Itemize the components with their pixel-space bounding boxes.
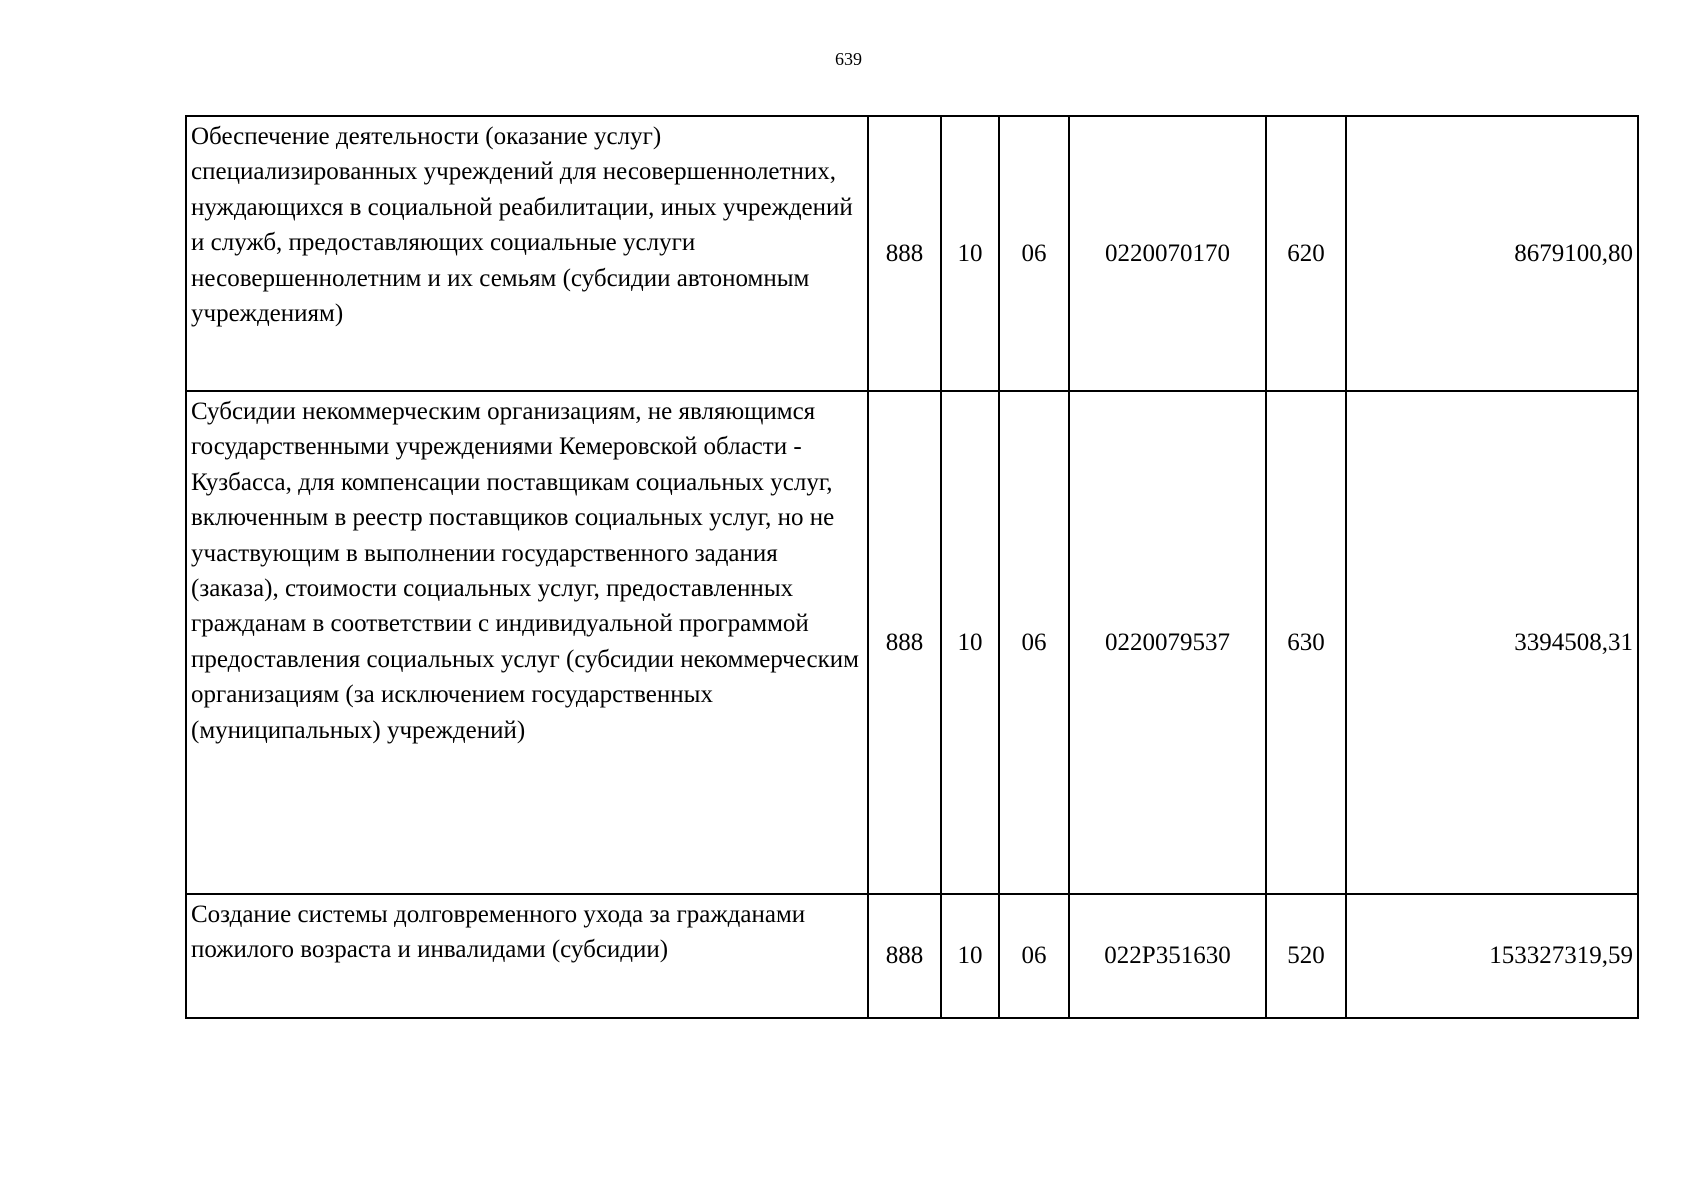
ministry-code: 888 — [868, 894, 941, 1018]
amount-value: 8679100,80 — [1346, 116, 1638, 391]
amount-value: 3394508,31 — [1346, 391, 1638, 894]
subsection-code: 06 — [999, 391, 1069, 894]
ministry-code: 888 — [868, 391, 941, 894]
subsection-code: 06 — [999, 894, 1069, 1018]
target-article-code: 0220079537 — [1069, 391, 1266, 894]
budget-table — [185, 115, 1639, 1019]
expense-type-code: 620 — [1266, 116, 1346, 391]
row-description: Субсидии некоммерческим организациям, не являющимся государственными учреждениями Кемеровской области - Кузбасса, для компенсации поставщикам социальных услуг, включенным в реестр поставщиков социальных услуг, но не участвующим в выполнении государственного задания (заказа), стоимости социальных услуг, предоставленных гражданам в соответствии с индивидуальной программой предоставления социальных услуг (субсидии некоммерческим организациям (за исключением государственных (муниципальных) учреждений) — [186, 391, 868, 894]
section-code: 10 — [941, 391, 999, 894]
subsection-code: 06 — [999, 116, 1069, 391]
row-description: Обеспечение деятельности (оказание услуг) специализированных учреждений для несовершеннолетних, нуждающихся в социальной реабилитации, иных учреждений и служб, предоставляющих социальные услуги несовершеннолетним и их семьям (субсидии автономным учреждениям) — [186, 116, 868, 391]
amount-value: 153327319,59 — [1346, 894, 1638, 1018]
expense-type-code: 630 — [1266, 391, 1346, 894]
table-row — [186, 894, 1638, 1018]
section-code: 10 — [941, 894, 999, 1018]
table-row — [186, 391, 1638, 894]
section-code: 10 — [941, 116, 999, 391]
expense-type-code: 520 — [1266, 894, 1346, 1018]
ministry-code: 888 — [868, 116, 941, 391]
target-article-code: 022P351630 — [1069, 894, 1266, 1018]
table-row — [186, 116, 1638, 391]
row-description: Создание системы долговременного ухода за гражданами пожилого возраста и инвалидами (субсидии) — [186, 894, 868, 1018]
page-number: 639 — [835, 49, 862, 69]
target-article-code: 0220070170 — [1069, 116, 1266, 391]
